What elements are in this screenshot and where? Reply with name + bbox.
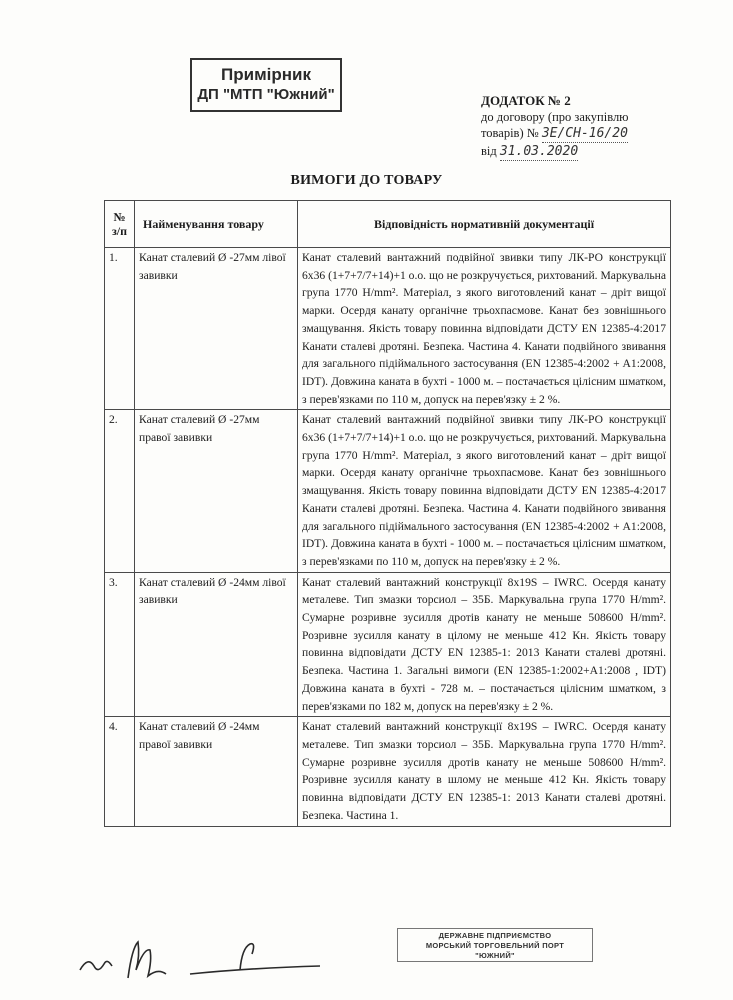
org-stamp-line-3: "ЮЖНИЙ" — [475, 951, 515, 960]
row-name: Канат сталевий Ø -27мм правої завивки — [135, 410, 298, 572]
row-name: Канат сталевий Ø -27мм лівої завивки — [135, 248, 298, 410]
stamp-line-1: Примірник — [221, 65, 311, 84]
row-name: Канат сталевий Ø -24мм лівої завивки — [135, 572, 298, 717]
copy-stamp — [190, 58, 342, 112]
row-num: 4. — [105, 717, 135, 826]
table-row — [105, 410, 671, 572]
row-doc: Канат сталевий вантажний подвійної звивки типу ЛК-РО конструкції 6х36 (1+7+7/7+14)+1 о.о. що не розкручується, рихтований. Маркувальна група 1770 Н/mm². Матеріал, з якого виготовлений канат – дріт вищої марки. Осердя канату органічне трьохпасмове. Канат без зовнішнього змащування. Якість товару повинна відповідати ДСТУ EN 12385-4:2017 Канати сталеві дротяні. Безпека. Частина 4. Канати подвійного звивання для загального підіймального застосування (EN 12385-4:2002 + A1:2008, IDT). Довжина каната в бухті - 1000 м. – постачається цілісним шматком, з перев'язками по 110 м, допуск на перев'язку ± 2 %. — [298, 410, 671, 572]
row-num: 2. — [105, 410, 135, 572]
stamp-line-2: ДП "МТП "Южний" — [197, 86, 335, 103]
annex-line-2 — [481, 125, 721, 143]
annex-line-3 — [481, 143, 721, 161]
row-doc: Канат сталевий вантажний конструкції 8х19S – IWRC. Осердя канату металеве. Тип змазки торсиол – 35Б. Маркувальна група 1770 Н/mm². Сумарне розривне зусилля дротів канату не меньше 508600 Н/mm². Розривне зусилля канату в шлому не меньше 412 Кн. Якість товару повинна відповідати ДСТУ EN 12385-1: 2013 Канати сталеві дротяні. Безпека. Частина 1. — [298, 717, 671, 826]
organization-stamp — [397, 928, 593, 962]
annex-title: ДОДАТОК № 2 — [481, 93, 571, 108]
row-num: 3. — [105, 572, 135, 717]
document-title: ВИМОГИ ДО ТОВАРУ — [290, 173, 443, 188]
table-row — [105, 248, 671, 410]
annex-line-3-prefix: від — [481, 144, 497, 158]
org-stamp-line-2: МОРСЬКИЙ ТОРГОВЕЛЬНИЙ ПОРТ — [425, 941, 565, 950]
header-doc: Відповідність нормативній документації — [298, 201, 671, 248]
annex-header — [481, 93, 721, 161]
annex-line-2-prefix: товарів) № — [481, 126, 539, 140]
row-doc: Канат сталевий вантажний конструкції 8х19S – IWRC. Осердя канату металеве. Тип змазки торсиол – 35Б. Маркувальна група 1770 Н/mm². Сумарне розривне зусилля дротів канату не меньше 508600 Н/mm². Розривне зусилля канату в цілому не меньше 412 Кн. Якість товару повинна відповідати ДСТУ EN 12385-1: 2013 Канати сталеві дротяні. Безпека. Частина 1. Загальні вимоги (EN 12385-1:2002+A1:2008 , IDT) Довжина каната в бухті - 728 м. – постачається цілісним шматком, з перев'язками по 182 м, допуск на перев'язку ± 2 %. — [298, 572, 671, 717]
annex-line-1: до договору (про закупівлю — [481, 110, 629, 124]
row-name: Канат сталевий Ø -24мм правої завивки — [135, 717, 298, 826]
table-row — [105, 717, 671, 826]
requirements-table — [104, 200, 671, 827]
row-doc: Канат сталевий вантажний подвійної звивки типу ЛК-РО конструкції 6х36 (1+7+7/7+14)+1 о.о. що не розкручується, рихтований. Маркувальна група 1770 Н/mm². Матеріал, з якого виготовлений канат – дріт вищої марки. Осердя канату органічне трьохпасмове. Канат без зовнішнього змащування. Якість товару повинна відповідати ДСТУ EN 12385-4:2017 Канати сталеві дротяні. Безпека. Частина 4. Канати подвійного звивання для загального підіймального застосування (EN 12385-4:2002 + A1:2008, IDT). Довжина каната в бухті - 1000 м. – постачається цілісним шматком, з перев'язками по 110 м, допуск на перев'язку ± 2 %. — [298, 248, 671, 410]
header-name: Найменування товару — [135, 201, 298, 248]
contract-number: ЗЕ/СН-16/20 — [541, 126, 628, 141]
contract-date: 31.03.2020 — [499, 144, 579, 159]
header-num: № з/п — [105, 201, 135, 248]
row-num: 1. — [105, 248, 135, 410]
org-stamp-line-1: ДЕРЖАВНЕ ПІДПРИЄМСТВО — [438, 931, 552, 940]
table-header-row — [105, 201, 671, 248]
handwritten-signatures — [70, 930, 350, 990]
table-row — [105, 572, 671, 717]
